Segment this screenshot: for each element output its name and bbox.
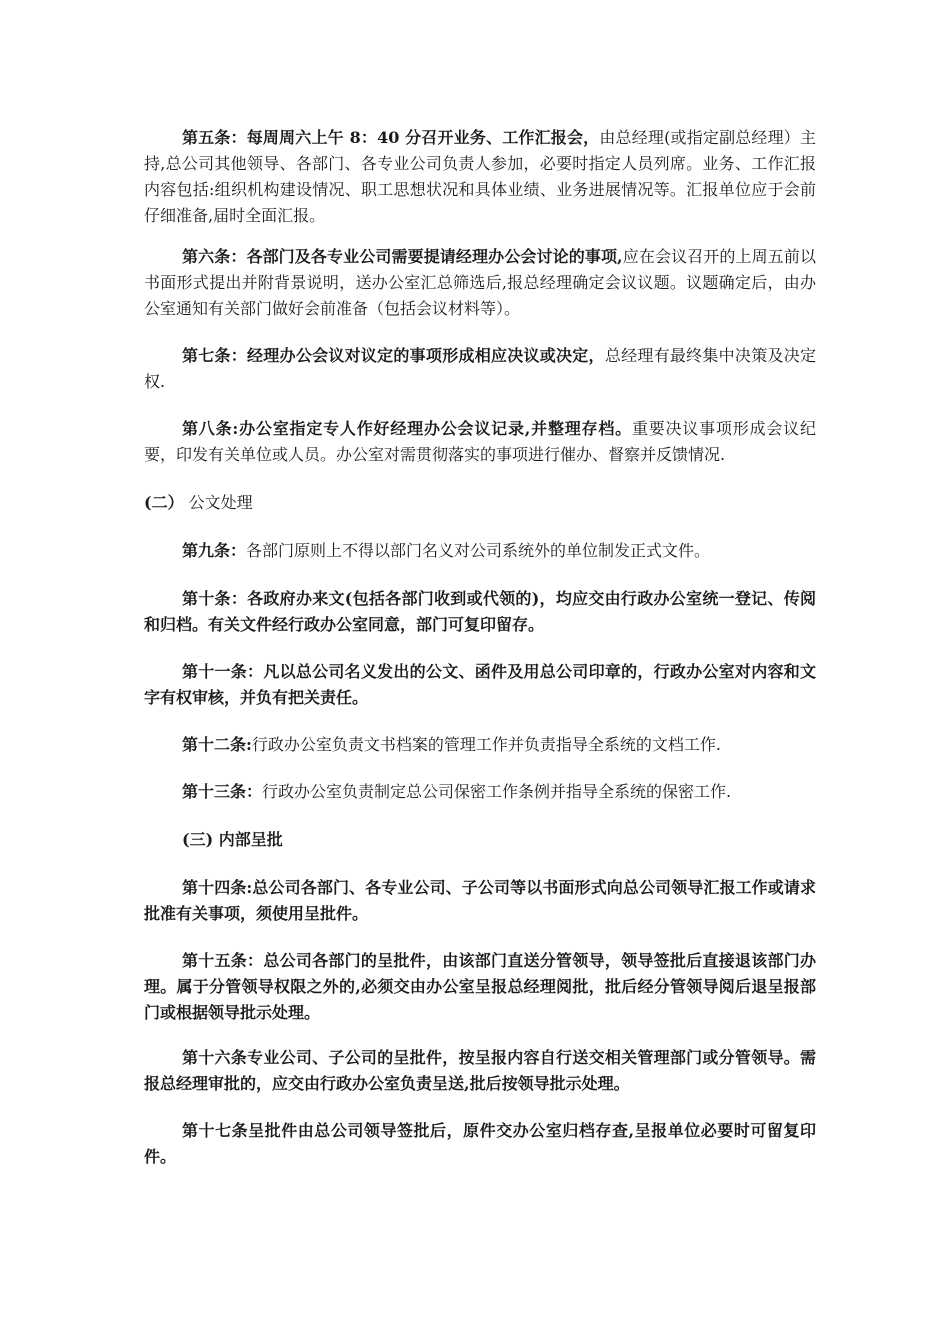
- article-9: [144, 538, 816, 564]
- article-6: [144, 244, 816, 322]
- article-5: [144, 125, 816, 229]
- article-11: 第十一条：凡以总公司名义发出的公文、函件及用总公司印章的，行政办公室对内容和文字有权审核，并负有把关责任。: [144, 662, 816, 707]
- article-17: 第十七条呈批件由总公司领导签批后，原件交办公室归档存查,呈报单位必要时可留复印件。: [144, 1121, 816, 1166]
- section-2-number: (二）: [144, 493, 184, 512]
- article-6-body: 应在会议召开的上周五前以书面形式提出并附背景说明，送办公室汇总筛选后,报总经理确定会议议题。议题确定后，由办公室通知有关部门做好会前准备（包括会议材料等）。: [144, 247, 816, 318]
- article-9-body: 各部门原则上不得以部门名义对公司系统外的单位制发正式文件。: [246, 541, 711, 560]
- article-7: [144, 343, 816, 395]
- article-12-body: 行政办公室负责文书档案的管理工作并负责指导全系统的文档工作.: [251, 735, 722, 754]
- article-8-heading: 第八条:办公室指定专人作好经理办公会议记录,并整理存档。: [182, 419, 632, 438]
- article-5-heading: 第五条：每周周六上午 8：40 分召开业务、工作汇报会，: [182, 128, 600, 147]
- article-8-body: 重要决议事项形成会议纪要，印发有关单位或人员。办公室对需贯彻落实的事项进行催办、督察并反馈情况.: [144, 419, 816, 464]
- article-7-heading: 第七条：经理办公会议对议定的事项形成相应决议或决定，: [182, 346, 605, 365]
- article-13: [144, 779, 816, 805]
- section-2-title: 公文处理: [183, 493, 253, 512]
- article-5-body: 由总经理(或指定副总经理）主持,总公司其他领导、各部门、各专业公司负责人参加，必要时指定人员列席。业务、工作汇报内容包括:组织机构建设情况、职工思想状况和具体业绩、业务进展情况等。汇报单位应于会前仔细准备,届时全面汇报。: [144, 128, 816, 225]
- article-16: 第十六条专业公司、子公司的呈批件，按呈报内容自行送交相关管理部门或分管领导。需报总经理审批的，应交由行政办公室负责呈送,批后按领导批示处理。: [144, 1048, 816, 1093]
- section-heading-2: [144, 490, 816, 516]
- article-7-body: 总经理有最终集中决策及决定权.: [144, 346, 816, 391]
- article-13-body: 行政办公室负责制定总公司保密工作条例并指导全系统的保密工作.: [262, 782, 732, 801]
- section-heading-3: (三) 内部呈批: [182, 830, 283, 849]
- article-14: 第十四条:总公司各部门、各专业公司、子公司等以书面形式向总公司领导汇报工作或请求批准有关事项，须使用呈批件。: [144, 878, 816, 923]
- article-8: [144, 416, 816, 468]
- article-12: [144, 732, 816, 758]
- article-13-heading: 第十三条：: [182, 782, 263, 801]
- article-15: 第十五条：总公司各部门的呈批件，由该部门直送分管领导，领导签批后直接退该部门办理。属于分管领导权限之外的,必须交由办公室呈报总经理阅批，批后经分管领导阅后退呈报部门或根据领导批示处理。: [144, 951, 816, 1022]
- article-12-heading: 第十二条:: [182, 735, 252, 754]
- article-10: 第十条：各政府办来文(包括各部门收到或代领的)，均应交由行政办公室统一登记、传阅和归档。有关文件经行政办公室同意，部门可复印留存。: [144, 589, 816, 634]
- article-9-heading: 第九条：: [182, 541, 247, 560]
- article-6-heading: 第六条：各部门及各专业公司需要提请经理办公会讨论的事项,: [182, 247, 623, 266]
